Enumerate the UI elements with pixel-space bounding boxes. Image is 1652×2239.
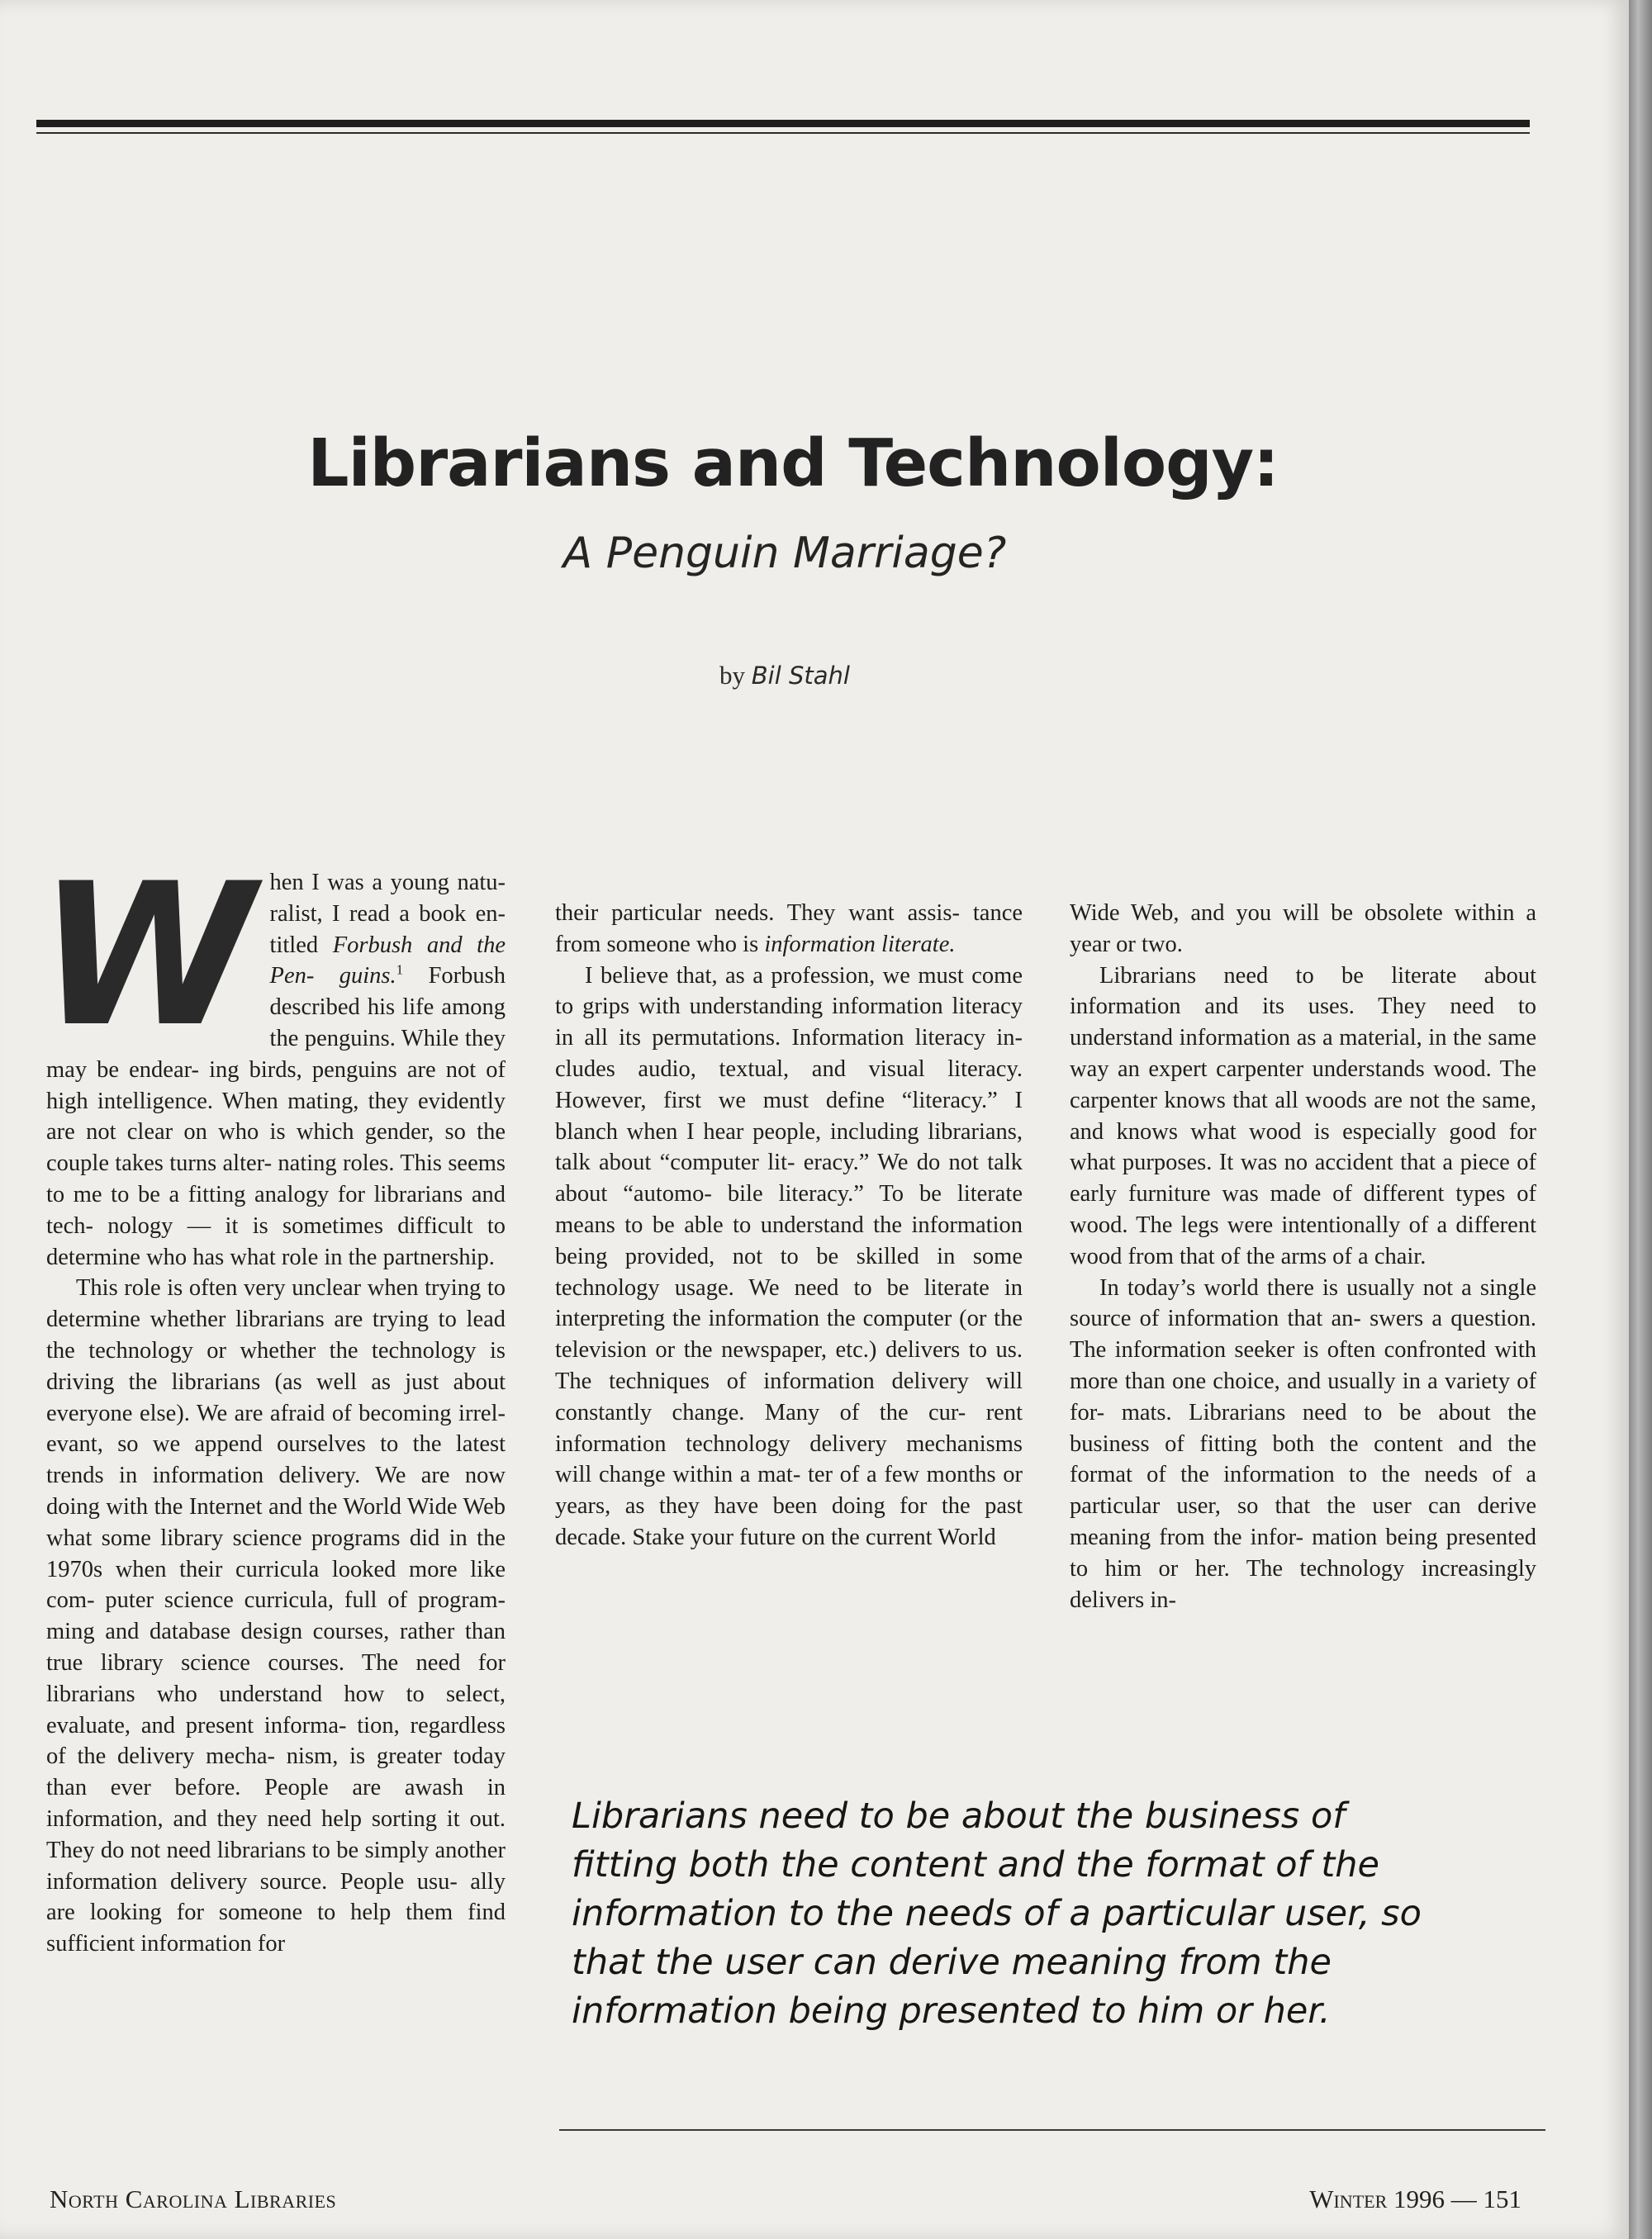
pull-quote-line: information to the needs of a particular user, so xyxy=(572,1893,1422,1934)
pull-quote-line: Librarians need to be about the business of xyxy=(572,1795,1346,1837)
column-3 xyxy=(1070,898,1536,1615)
byline xyxy=(0,661,1569,690)
column-2 xyxy=(555,898,1023,1554)
pull-quote xyxy=(572,1792,1521,2036)
paragraph-1-text-a: hen I was a young natu- ralist, I read a book en- titled xyxy=(269,870,506,958)
byline-prefix: by xyxy=(719,661,752,690)
top-rule xyxy=(36,120,1530,127)
paragraph-5: Wide Web, and you will be obsolete within a year or two. xyxy=(1070,900,1536,957)
binding-edge xyxy=(1629,0,1652,2239)
paragraph-3-emphasis: information literate. xyxy=(764,931,956,957)
pull-quote-rule xyxy=(559,2129,1545,2131)
paragraph-1-text-b: Forbush described his life among the penguins. While they may be endear- ing birds, penguins are not of high intelligence. When mating, they evidently are not clear on who is which gender, so the couple takes turns alter- nating roles. This seems to me to be a fitting analogy for librarians and tech- nology — it is sometimes difficult to determine who has what role in the partnership. xyxy=(46,963,506,1270)
paragraph-3-text: their particular needs. They want assis- tance from someone who is xyxy=(555,900,1023,957)
paragraph-4: I believe that, as a profession, we must come to grips with understanding information literacy in all its permutations. Information literacy in- cludes audio, textual, and visual literacy. However, first we must define “literacy.” I blanch when I hear people, including librarians, talk about “computer lit- eracy.” We do not talk about “automo- bile literacy.” To be literate means to be able to understand the information being provided, not to be skilled in some technology usage. We need to be literate in interpreting the information the computer (or the television or the newspaper, etc.) delivers to us. The techniques of information delivery will constantly change. Many of the cur- rent information technology delivery mechanisms will change within a mat- ter of a few months or years, as they have been doing for the past decade. Stake your future on the current World xyxy=(555,962,1023,1550)
paragraph-7: In today’s world there is usually not a single source of information that an- swers a question. The information seeker is often confronted with more than one choice, and usually in a variety of for- mats. Librarians need to be about the business of fitting both the content and the format of the information to the needs of a particular user, so that the user can derive meaning from the infor- mation being presented to him or her. The technology increasingly delivers in- xyxy=(1070,1274,1536,1613)
pull-quote-line: that the user can derive meaning from the xyxy=(572,1942,1332,1983)
column-1 xyxy=(38,842,506,1960)
pull-quote-line: information being presented to him or her. xyxy=(572,1990,1331,2032)
pull-quote-line: fitting both the content and the format of the xyxy=(572,1844,1379,1886)
paragraph-3 xyxy=(555,898,1023,961)
top-rule-thin xyxy=(36,132,1530,134)
article-subtitle: A Penguin Marriage? xyxy=(563,529,1007,578)
footer-issue-page: Winter 1996 — 151 xyxy=(1309,2184,1521,2213)
article-title: Librarians and Technology: xyxy=(307,425,1279,501)
paragraph-6: Librarians need to be literate about information and its uses. They need to understand information as a material, in the same way an expert carpenter understands wood. The carpenter knows that all woods are not the same, and knows what wood is especially good for what purposes. It was no accident that a piece of early furniture was made of different types of wood. The legs were intentionally of a different wood from that of the arms of a chair. xyxy=(1070,962,1536,1269)
paragraph-2: This role is often very unclear when trying to determine whether librarians are trying to lead the technology or whether the technology is driving the librarians (as well as just about everyone else). We are afraid of becoming irrel- evant, so we append ourselves to the latest trends in information delivery. We are now doing with the Internet and the World Wide Web what some library science programs did in the 1970s when their curricula looked more like com- puter science curricula, full of program- ming and database design courses, rather than true library science courses. The need for librarians who understand how to select, evaluate, and present informa- tion, regardless of the delivery mecha- nism, is greater today than ever before. People are awash in information, and they need help sorting it out. They do not need librarians to be simply another information delivery source. People usu- ally are looking for someone to help them find sufficient information for xyxy=(46,1275,506,1957)
author-name: Bil Stahl xyxy=(751,662,850,690)
footer-publication: North Carolina Libraries xyxy=(50,2184,337,2213)
drop-cap: W xyxy=(38,842,255,1070)
footnote-marker: 1 xyxy=(396,961,404,978)
book-title: Forbush and the Pen- guins. xyxy=(269,932,506,989)
